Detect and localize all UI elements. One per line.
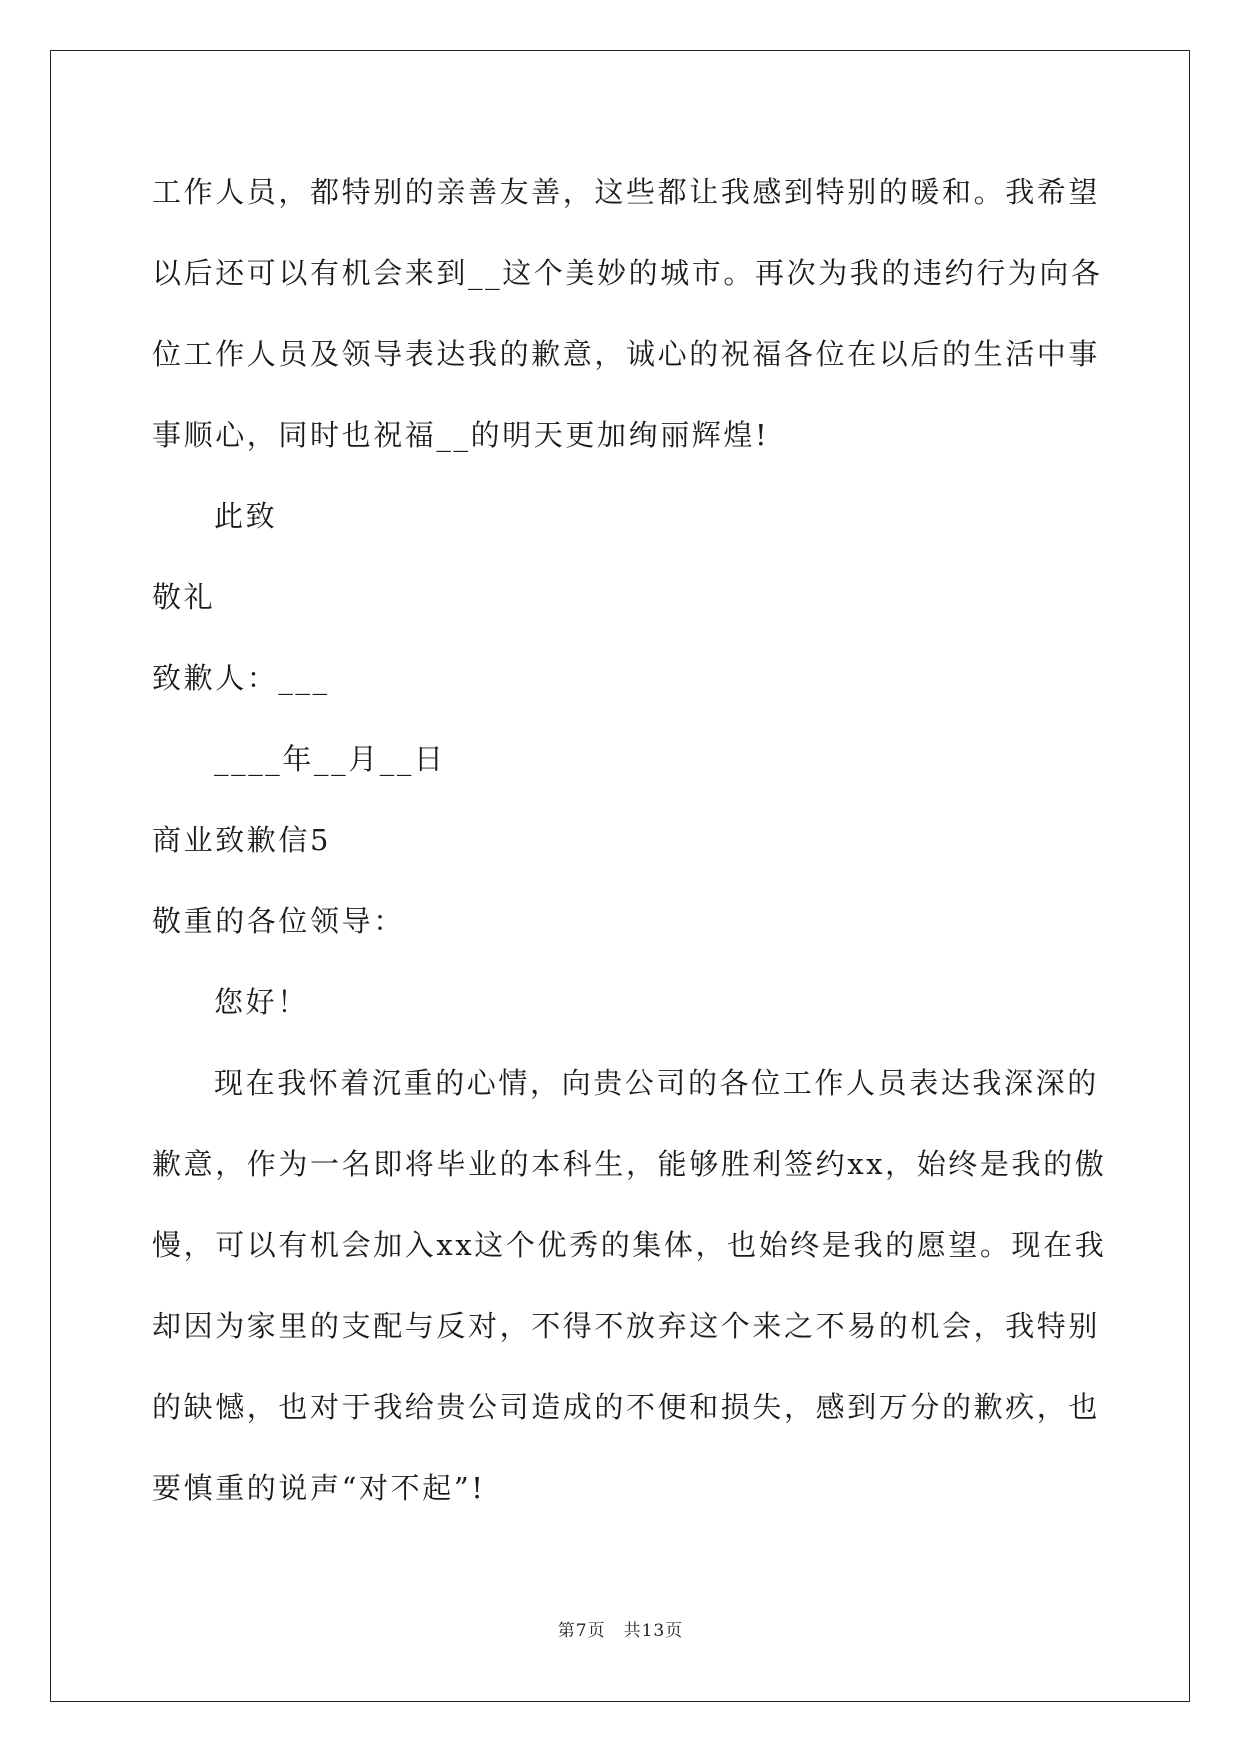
hello-line: 您好！ — [214, 985, 309, 1019]
greeting-line: 敬重的各位领导： — [152, 904, 405, 938]
paragraph-line: 工作人员，都特别的亲善友善，这些都让我感到特别的暖和。我希望 — [152, 175, 1101, 209]
paragraph-line: 慢，可以有机会加入xx这个优秀的集体，也始终是我的愿望。现在我 — [152, 1228, 1107, 1262]
paragraph-line: 以后还可以有机会来到__这个美妙的城市。再次为我的违约行为向各 — [152, 256, 1103, 290]
paragraph-line: 位工作人员及领导表达我的歉意，诚心的祝福各位在以后的生活中事 — [152, 337, 1101, 371]
page-number-footer: 第7页 共13页 — [557, 1621, 684, 1641]
paragraph-line: 现在我怀着沉重的心情，向贵公司的各位工作人员表达我深深的 — [214, 1066, 1099, 1100]
document-body — [152, 160, 1107, 1537]
paragraph-line: 要慎重的说声“对不起”! — [152, 1471, 486, 1505]
paragraph-line: 的缺憾，也对于我给贵公司造成的不便和损失，感到万分的歉疚，也 — [152, 1390, 1101, 1424]
paragraph-line: 事顺心，同时也祝福__的明天更加绚丽辉煌! — [152, 418, 770, 452]
closing-salutation: 此致 — [214, 499, 278, 533]
paragraph-line: 却因为家里的支配与反对，不得不放弃这个来之不易的机会，我特别 — [152, 1309, 1101, 1343]
signature-line: 致歉人：___ — [152, 661, 330, 695]
paragraph-line: 歉意，作为一名即将毕业的本科生，能够胜利签约xx，始终是我的傲 — [152, 1147, 1107, 1181]
section-title: 商业致歉信5 — [152, 823, 332, 857]
closing-regards: 敬礼 — [152, 580, 216, 614]
date-line: ____年__月__日 — [214, 742, 446, 776]
